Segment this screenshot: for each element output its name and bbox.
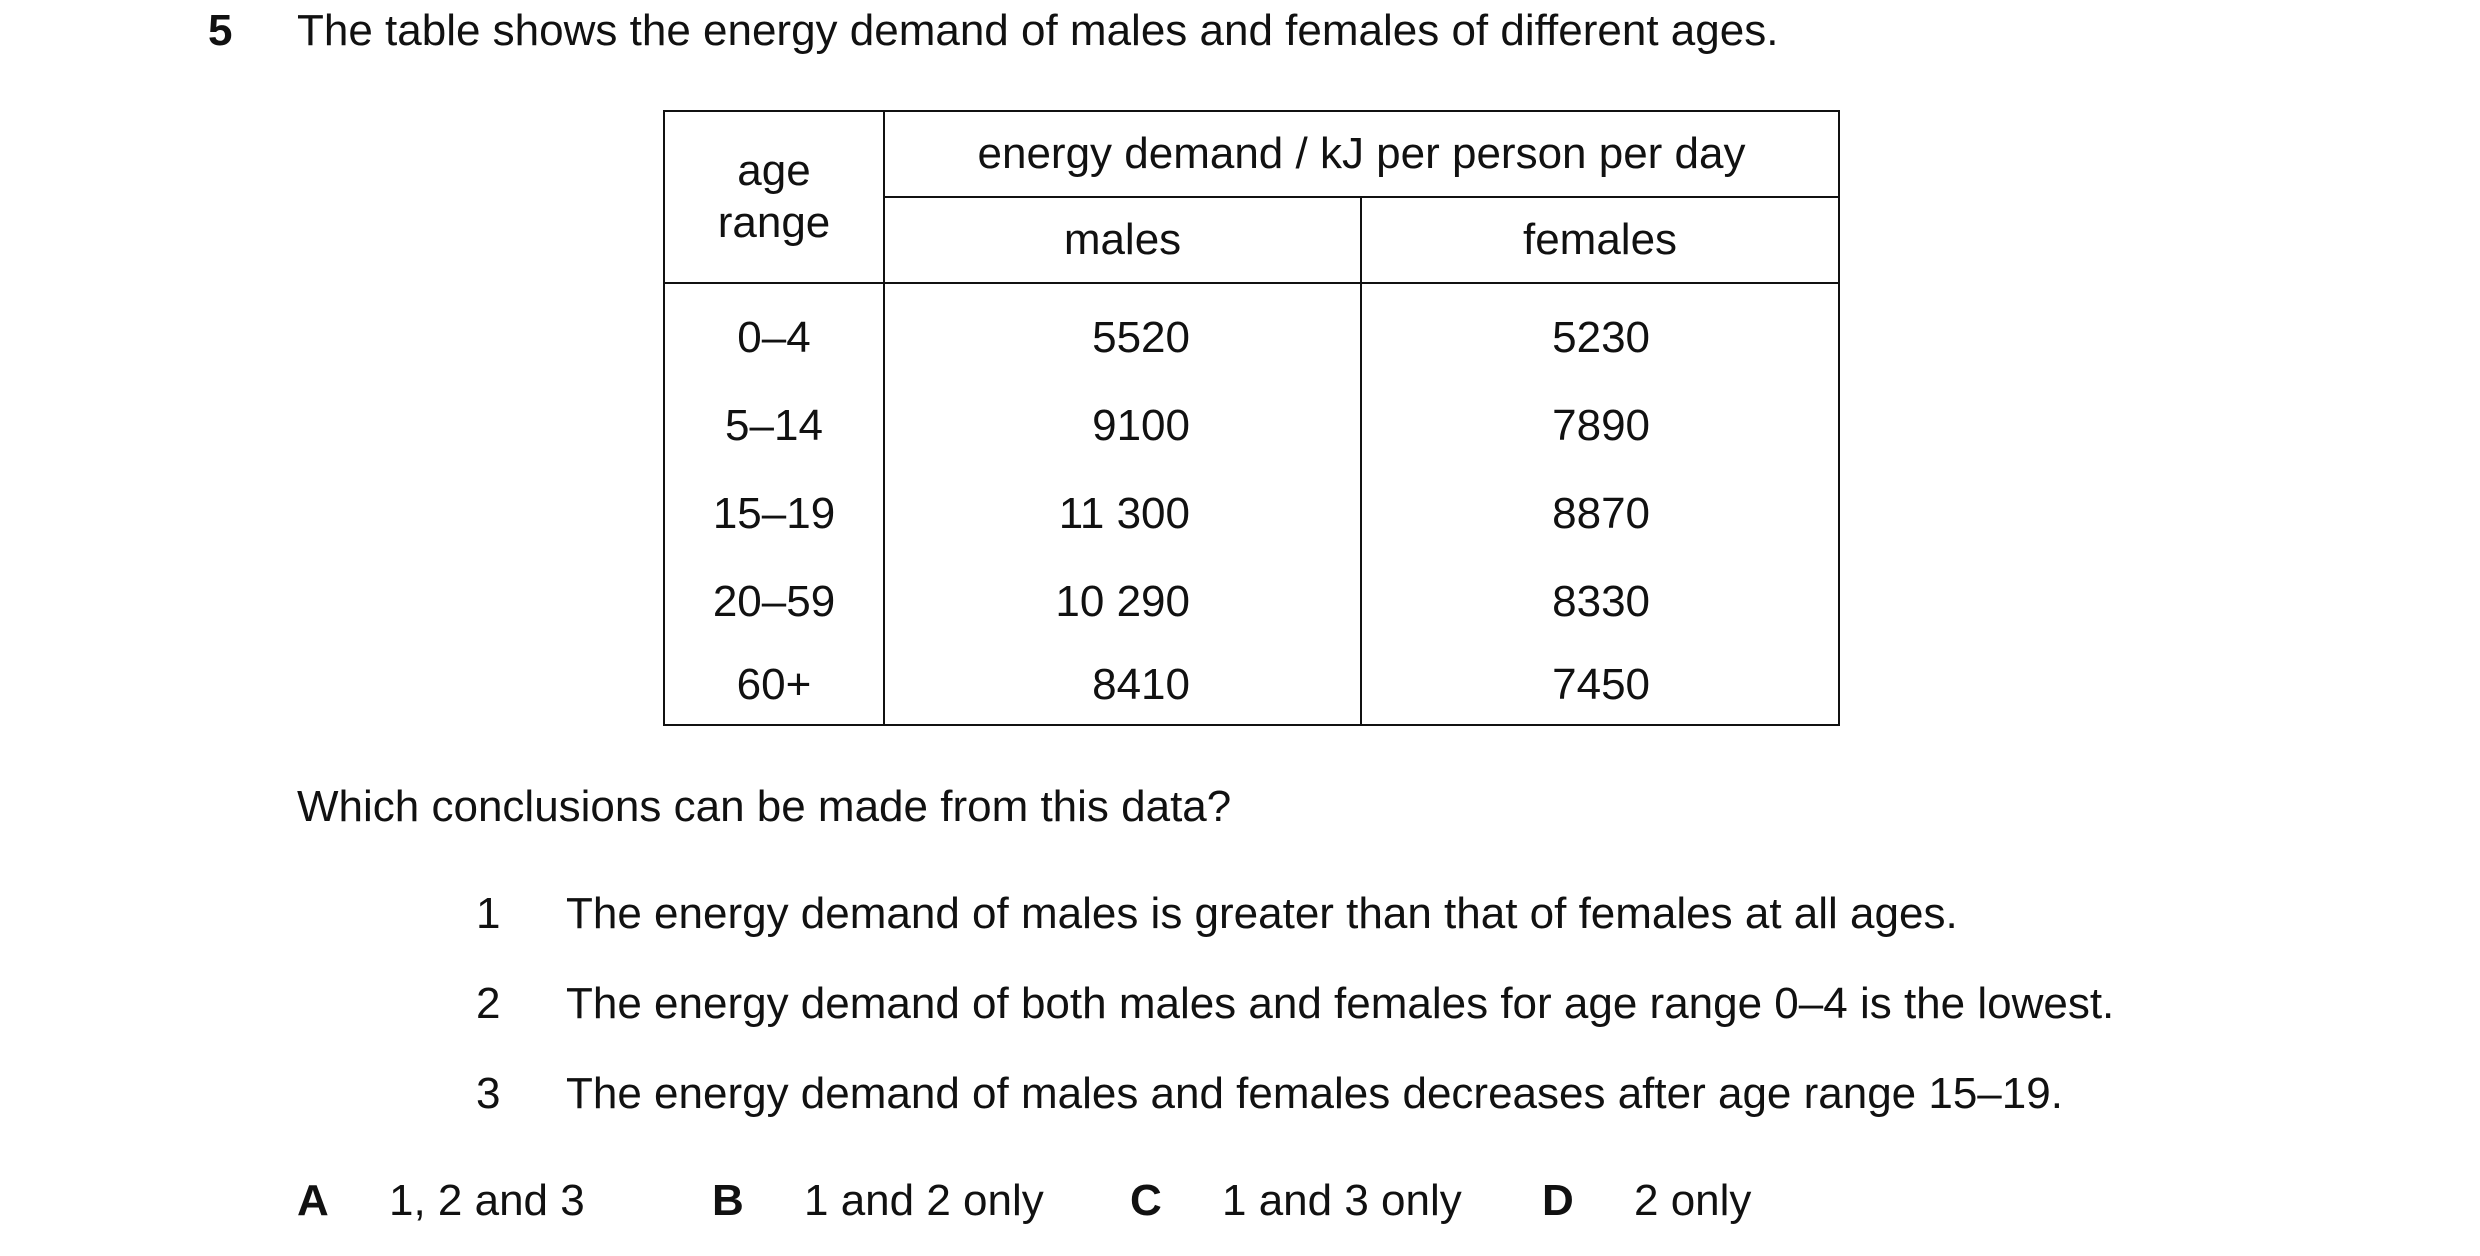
age-range-header	[664, 111, 884, 283]
energy-demand-table-container	[663, 110, 1840, 726]
age-cell: 0–4	[664, 283, 884, 382]
males-cell: 11 300	[884, 470, 1361, 558]
males-cell: 10 290	[884, 558, 1361, 646]
statement-number: 2	[476, 979, 501, 1028]
option-letter: B	[712, 1176, 744, 1225]
table-row	[664, 558, 1839, 646]
age-header-line1: age	[737, 146, 811, 195]
females-cell: 8870	[1361, 470, 1839, 558]
statement-text: The energy demand of males is greater than that of females at all ages.	[566, 889, 1958, 938]
option-letter: C	[1130, 1176, 1162, 1225]
statement-number: 1	[476, 889, 501, 938]
age-cell: 5–14	[664, 382, 884, 470]
option-text: 1 and 2 only	[804, 1176, 1044, 1225]
statement-3	[476, 1063, 2063, 1125]
option-c[interactable]	[1130, 1170, 1462, 1232]
option-d[interactable]	[1542, 1170, 1751, 1232]
table-row	[664, 283, 1839, 382]
males-cell: 9100	[884, 382, 1361, 470]
statement-text: The energy demand of both males and females for age range 0–4 is the lowest.	[566, 979, 2115, 1028]
table-row	[664, 470, 1839, 558]
question-stem: The table shows the energy demand of males and females of different ages.	[297, 6, 1779, 55]
option-b[interactable]	[712, 1170, 1044, 1232]
option-letter: A	[297, 1176, 329, 1225]
females-cell: 8330	[1361, 558, 1839, 646]
option-a[interactable]	[297, 1170, 585, 1232]
females-cell: 7890	[1361, 382, 1839, 470]
age-header-line2: range	[717, 198, 831, 247]
males-cell: 8410	[884, 646, 1361, 725]
females-cell: 7450	[1361, 646, 1839, 725]
table-row	[664, 382, 1839, 470]
energy-demand-group-header: energy demand / kJ per person per day	[884, 111, 1839, 197]
statement-1	[476, 883, 1958, 945]
females-cell: 5230	[1361, 283, 1839, 382]
option-letter: D	[1542, 1176, 1574, 1225]
age-cell: 15–19	[664, 470, 884, 558]
males-cell: 5520	[884, 283, 1361, 382]
question-prompt: Which conclusions can be made from this data?	[297, 782, 1232, 831]
age-cell: 20–59	[664, 558, 884, 646]
energy-demand-table	[663, 110, 1840, 726]
age-cell: 60+	[664, 646, 884, 725]
option-text: 1 and 3 only	[1222, 1176, 1462, 1225]
option-text: 1, 2 and 3	[389, 1176, 585, 1225]
statement-number: 3	[476, 1069, 501, 1118]
males-column-header: males	[884, 197, 1361, 283]
females-column-header: females	[1361, 197, 1839, 283]
statement-2	[476, 973, 2114, 1035]
question-number: 5	[208, 6, 233, 55]
option-text: 2 only	[1634, 1176, 1752, 1225]
statement-text: The energy demand of males and females decreases after age range 15–19.	[566, 1069, 2063, 1118]
table-row	[664, 646, 1839, 725]
